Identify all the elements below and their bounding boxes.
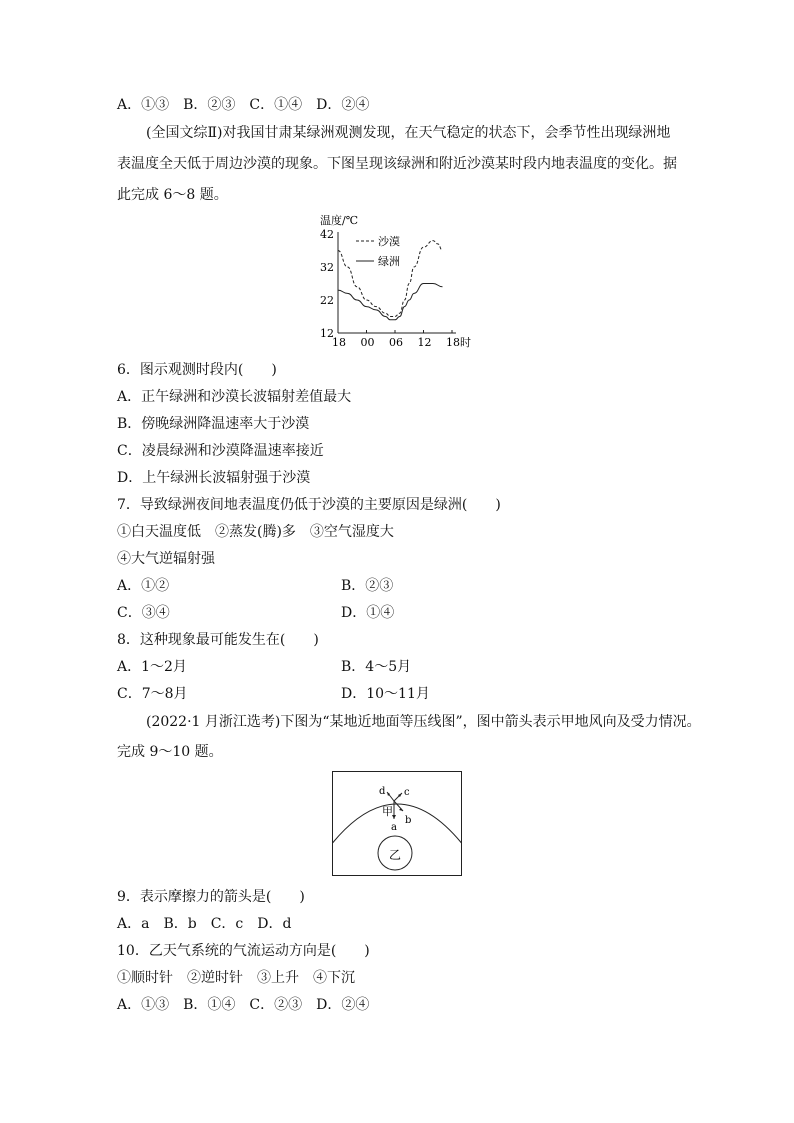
q10-options: A．①③ B．①④ C．②③ D．②④: [117, 997, 370, 1013]
q8-stem: 8．这种现象最可能发生在( ): [117, 632, 319, 648]
top-options: A．①③ B．②③ C．①④ D．②④: [117, 97, 370, 113]
intro2-line2: 完成 9～10 题。: [117, 744, 223, 760]
y-tick-label: 22: [320, 294, 334, 307]
intro2-line1: (2022·1 月浙江选考)下图为“某地近地面等压线图”，图中箭头表示甲地风向及受力情况。: [146, 714, 701, 730]
series-line-oasis: [338, 284, 443, 320]
isobar-figure: [332, 771, 463, 877]
q7-option-c: C．③④: [117, 605, 170, 621]
legend-desert-label: 沙漠: [378, 235, 400, 248]
label-jia: 甲: [382, 805, 393, 818]
q8-option-c: C．7～8月: [117, 686, 188, 702]
q7-items-line2: ④大气逆辐射强: [117, 551, 215, 567]
y-tick-label: 32: [320, 261, 334, 274]
label-yi: 乙: [389, 848, 402, 862]
label-c: c: [404, 787, 410, 798]
q6-option-b: B．傍晚绿洲降温速率大于沙漠: [117, 416, 310, 432]
y-tick-label: 12: [320, 327, 334, 340]
x-tick-label: 12: [417, 336, 432, 349]
y-tick-label: 42: [320, 228, 334, 241]
q7-option-b: B．②③: [341, 578, 394, 594]
intro1-line1: (全国文综Ⅱ)对我国甘肃某绿洲观测发现，在天气稳定的状态下，会季节性出现绿洲地: [146, 125, 671, 141]
q7-stem: 7．导致绿洲夜间地表温度仍低于沙漠的主要原因是绿洲( ): [117, 497, 501, 513]
q8-option-d: D．10～11月: [341, 686, 430, 702]
legend-oasis-label: 绿洲: [378, 255, 400, 268]
q10-stem: 10．乙天气系统的气流运动方向是( ): [117, 943, 370, 959]
x-tick-label: 18: [332, 336, 346, 349]
intro1-line3: 此完成 6～8 题。: [117, 187, 228, 203]
q6-option-a: A．正午绿洲和沙漠长波辐射差值最大: [117, 389, 352, 405]
isobar-curve: [333, 804, 462, 843]
intro1-line2: 表温度全天低于周边沙漠的现象。下图呈现该绿洲和附近沙漠某时段内地表温度的变化。据: [117, 156, 677, 172]
label-a: a: [391, 822, 397, 833]
temperature-chart: [310, 210, 480, 350]
q9-options: A．a B．b C．c D．d: [117, 916, 292, 932]
q8-option-b: B．4～5月: [341, 659, 412, 675]
label-b: b: [405, 815, 412, 826]
arrow-b-head: [399, 808, 403, 811]
q7-option-d: D．①④: [341, 605, 395, 621]
x-tick-label: 18时: [446, 336, 471, 349]
q8-option-a: A．1～2月: [117, 659, 187, 675]
q10-items: ①顺时针 ②逆时针 ③上升 ④下沉: [117, 970, 355, 986]
q6-stem: 6．图示观测时段内( ): [117, 362, 277, 378]
chart-ylabel: 温度/℃: [320, 214, 359, 227]
q7-items-line1: ①白天温度低 ②蒸发(腾)多 ③空气湿度大: [117, 524, 394, 540]
q6-option-c: C．凌晨绿洲和沙漠降温速率接近: [117, 443, 324, 459]
q9-stem: 9．表示摩擦力的箭头是( ): [117, 889, 305, 905]
series-line-desert: [338, 241, 443, 317]
label-d: d: [379, 786, 386, 797]
x-tick-label: 06: [389, 336, 403, 349]
x-tick-label: 00: [360, 336, 375, 349]
q6-option-d: D．上午绿洲长波辐射强于沙漠: [117, 470, 311, 486]
q7-option-a: A．①②: [117, 578, 170, 594]
